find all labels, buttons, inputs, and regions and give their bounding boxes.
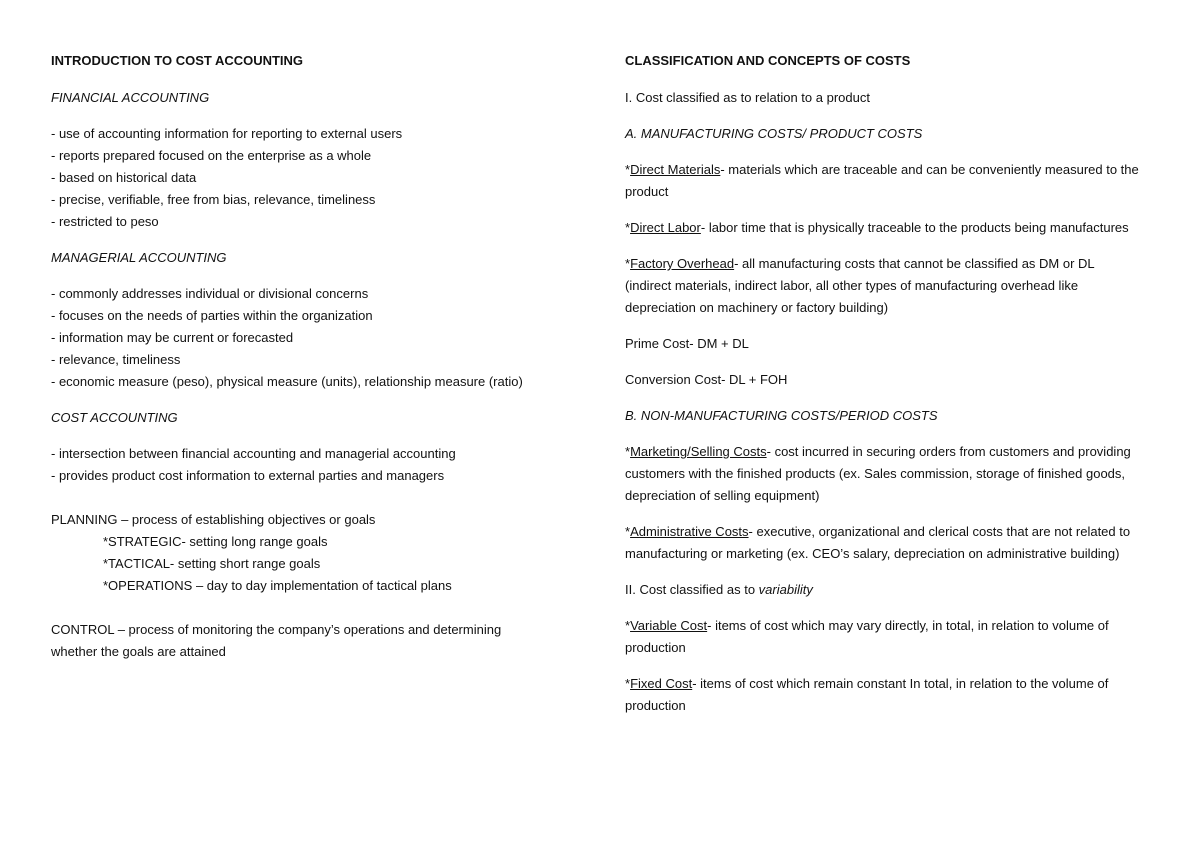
administrative-entry: *Administrative Costs- executive, organizational and clerical costs that are not related to manufacturing or marketing (ex. CEO’s salary, depreciation on administrative building) (625, 524, 1131, 561)
factory-overhead-entry: *Factory Overhead- all manufacturing costs that cannot be classified as DM or DL (indirect materials, indirect labor, all other types of manufacturing overhead like depreciation on machinery or factory building) (625, 256, 1095, 315)
sub-heading-b: B. NON-MANUFACTURING COSTS/PERIOD COSTS (625, 408, 938, 423)
cost-list (51, 443, 571, 487)
financial-list (51, 123, 571, 233)
intro-title: INTRODUCTION TO COST ACCOUNTING (51, 53, 304, 68)
cost-heading: COST ACCOUNTING (51, 410, 178, 425)
list-item: - use of accounting information for reporting to external users (51, 126, 403, 141)
variable-cost-entry: *Variable Cost- items of cost which may vary directly, in total, in relation to volume of production (625, 618, 1109, 655)
control-block (51, 619, 571, 663)
fixed-cost-entry: *Fixed Cost- items of cost which remain constant In total, in relation to the volume of production (625, 676, 1109, 713)
fixed-cost-text: - items of cost which remain constant In total, in relation to the volume of production (625, 676, 1109, 713)
managerial-list (51, 283, 571, 393)
direct-materials-text: - materials which are traceable and can be conveniently measured to the product (625, 162, 1139, 199)
planning-block (51, 509, 571, 597)
control-line: whether the goals are attained (51, 644, 226, 659)
direct-materials-term: Direct Materials (630, 162, 721, 177)
list-item: - relevance, timeliness (51, 352, 181, 367)
factory-overhead-term: Factory Overhead (630, 256, 735, 271)
marketing-entry: *Marketing/Selling Costs- cost incurred in securing orders from customers and providing customers with the finished products (ex. Sales commission, storage of finished goods, depreciation of selling equipment) (625, 444, 1131, 503)
marketing-text: - cost incurred in securing orders from customers and providing customers with the finished products (ex. Sales commission, storage of finished goods, depreciation of selling equipment) (625, 444, 1131, 503)
planning-line: PLANNING – process of establishing objectives or goals (51, 512, 376, 527)
list-item: - information may be current or forecasted (51, 330, 294, 345)
financial-heading: FINANCIAL ACCOUNTING (51, 90, 210, 105)
list-item: - intersection between financial accounting and managerial accounting (51, 446, 456, 461)
sub-heading-a: A. MANUFACTURING COSTS/ PRODUCT COSTS (625, 126, 923, 141)
list-item: - commonly addresses individual or divisional concerns (51, 286, 369, 301)
list-item: *STRATEGIC- setting long range goals (103, 534, 328, 549)
section-2-prefix: II. Cost classified as to (625, 582, 759, 597)
list-item: - precise, verifiable, free from bias, relevance, timeliness (51, 192, 376, 207)
control-line: CONTROL – process of monitoring the company’s operations and determining (51, 622, 502, 637)
direct-labor-term: Direct Labor (630, 220, 701, 235)
list-item: - based on historical data (51, 170, 197, 185)
list-item: - provides product cost information to external parties and managers (51, 468, 445, 483)
section-2 (625, 579, 1140, 601)
fixed-cost-term: Fixed Cost (630, 676, 693, 691)
direct-labor-text: - labor time that is physically traceable to the products being manufactures (700, 220, 1129, 235)
direct-labor-entry: *Direct Labor- labor time that is physically traceable to the products being manufactures (625, 220, 1129, 235)
factory-overhead-text: - all manufacturing costs that cannot be classified as DM or DL (indirect materials, indirect labor, all other types of manufacturing overhead like depreciation on machinery or factory building) (625, 256, 1095, 315)
direct-materials-entry: *Direct Materials- materials which are traceable and can be conveniently measured to the product (625, 162, 1139, 199)
marketing-term: Marketing/Selling Costs (630, 444, 767, 459)
section-1: I. Cost classified as to relation to a product (625, 90, 870, 105)
classification-title: CLASSIFICATION AND CONCEPTS OF COSTS (625, 53, 911, 68)
list-item: - economic measure (peso), physical measure (units), relationship measure (ratio) (51, 374, 523, 389)
list-item: *TACTICAL- setting short range goals (103, 556, 321, 571)
list-item: - restricted to peso (51, 214, 159, 229)
list-item: *OPERATIONS – day to day implementation of tactical plans (103, 578, 452, 593)
variable-cost-term: Variable Cost (630, 618, 708, 633)
variable-cost-text: - items of cost which may vary directly, in total, in relation to volume of production (625, 618, 1109, 655)
list-item: - reports prepared focused on the enterprise as a whole (51, 148, 372, 163)
left-column (51, 50, 571, 663)
administrative-term: Administrative Costs (630, 524, 749, 539)
conversion-cost: Conversion Cost- DL + FOH (625, 372, 788, 387)
managerial-heading: MANAGERIAL ACCOUNTING (51, 250, 227, 265)
right-column (625, 50, 1140, 731)
section-2-emphasis: variability (758, 582, 813, 597)
administrative-text: - executive, organizational and clerical costs that are not related to manufacturing or marketing (ex. CEO’s salary, depreciation on administrative building) (625, 524, 1131, 561)
prime-cost: Prime Cost- DM + DL (625, 336, 749, 351)
list-item: - focuses on the needs of parties within the organization (51, 308, 373, 323)
